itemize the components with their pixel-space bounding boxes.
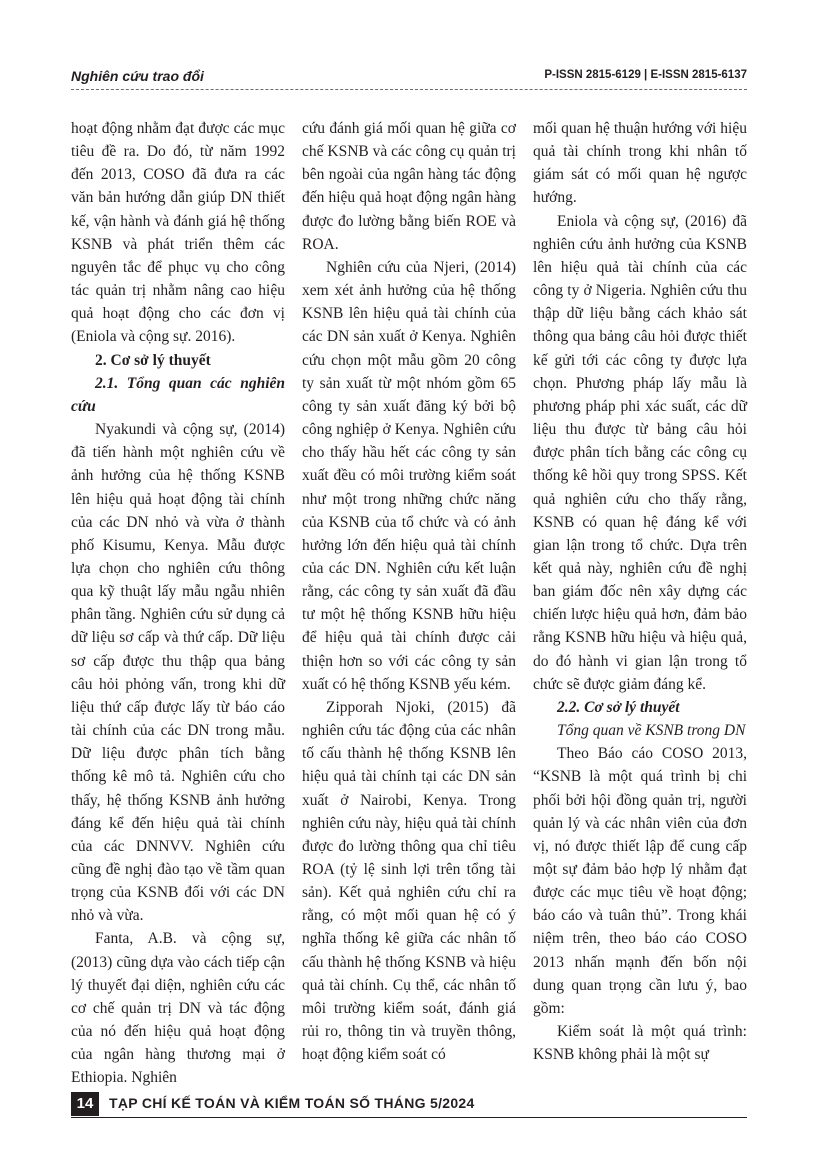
page-footer [71, 1092, 747, 1118]
journal-title: TẠP CHÍ KẾ TOÁN VÀ KIỂM TOÁN SỐ THÁNG 5/2024 [109, 1095, 475, 1111]
section-heading: 2. Cơ sở lý thuyết [95, 351, 211, 369]
text-column-1 [71, 117, 285, 1090]
paragraph: cứu đánh giá mối quan hệ giữa cơ chế KSNB và các công cụ quản trị bên ngoài của ngân hàng tác động đến hiệu quả hoạt động ngân hàng được đo lường bằng biến ROE và ROA. [302, 120, 516, 253]
paragraph: Fanta, A.B. và cộng sự, (2013) cũng dựa vào cách tiếp cận lý thuyết đại diện, nghiên cứu các cơ chế quản trị DN và tác động của nó đến hiệu quả hoạt động của ngân hàng thương mại ở Ethiopia. Nghiên [71, 930, 285, 1087]
header-divider [71, 89, 747, 90]
paragraph: Eniola và cộng sự, (2016) đã nghiên cứu ảnh hưởng của KSNB lên hiệu quả tài chính của các công ty ở Nigeria. Nghiên cứu thu thập dữ liệu bằng cách khảo sát thông qua bảng câu hỏi được thiết kế gửi tới các công ty được lựa chọn. Phương pháp lấy mẫu là phương pháp phi xác suất, các dữ liệu thu được từ bảng câu hỏi được phân tích bằng các công cụ thống kê hồi quy trong SPSS. Kết quả nghiên cứu cho thấy rằng, KSNB có quan hệ đáng kể với gian lận trong tổ chức. Dựa trên kết quả này, nghiên cứu đề nghị ban giám đốc nên xây dựng các chiến lược hiệu quả hơn, đảm bảo rằng KSNB hữu hiệu và hiệu quả, do đó hành vi gian lận trong tổ chức sẽ được giảm đáng kể. [533, 212, 747, 693]
page-header [71, 66, 747, 88]
section-heading: 2.1. Tổng quan các nghiên cứu [71, 374, 285, 415]
text-column-3 [533, 117, 747, 1066]
footer-divider [71, 1117, 747, 1118]
section-heading: Tổng quan về KSNB trong DN [557, 722, 746, 740]
paragraph: Kiểm soát là một quá trình: KSNB không phải là một sự [533, 1023, 747, 1064]
paragraph: Zipporah Njoki, (2015) đã nghiên cứu tác động của các nhân tố cấu thành hệ thống KSNB lên hiệu quả tài chính tại các DN sản xuất ở Nairobi, Kenya. Trong nghiên cứu này, hiệu quả tài chính được đo lường thông qua chỉ tiêu ROA (tỷ lệ sinh lợi trên tổng tài sản). Kết quả nghiên cứu chỉ ra rằng, có một mối quan hệ có ý nghĩa thống kê giữa các nhân tố cấu thành hệ thống KSNB và hiệu quả tài chính. Cụ thể, các nhân tố môi trường kiểm soát, đánh giá rủi ro, thông tin và truyền thông, hoạt động kiểm soát có [302, 698, 516, 1064]
page-number: 14 [71, 1092, 99, 1116]
paragraph: Theo Báo cáo COSO 2013, “KSNB là một quá trình bị chi phối bởi hội đồng quản trị, người quản lý và các nhân viên của đơn vị, nó được thiết lập để cung cấp một sự đảm bảo hợp lý nhằm đạt được các mục tiêu về hoạt động; báo cáo và tuân thủ”. Trong khái niệm trên, theo báo cáo COSO 2013 nhấn mạnh đến bốn nội dung quan trọng cần lưu ý, bao gồm: [533, 745, 747, 1017]
paragraph: hoạt động nhằm đạt được các mục tiêu đề ra. Do đó, từ năm 1992 đến 2013, COSO đã đưa ra các văn bản hướng dẫn giúp DN thiết kế, vận hành và đánh giá hệ thống KSNB và phát triển thêm các nguyên tắc để phục vụ cho công tác quản trị nhằm nâng cao hiệu quả hoạt động cho các đơn vị (Eniola và cộng sự. 2016). [71, 120, 285, 346]
issn-label: P-ISSN 2815-6129 | E-ISSN 2815-6137 [544, 69, 747, 81]
paragraph: mối quan hệ thuận hướng với hiệu quả tài chính trong khi nhân tố giám sát có mối quan hệ ngược hướng. [533, 120, 747, 207]
text-column-2 [302, 117, 516, 1066]
section-heading: 2.2. Cơ sở lý thuyết [557, 698, 680, 716]
paragraph: Nyakundi và cộng sự, (2014) đã tiến hành một nghiên cứu về ảnh hưởng của hệ thống KSNB lên hiệu quả hoạt động tài chính của các DN nhỏ và vừa ở thành phố Kisumu, Kenya. Mẫu được lựa chọn cho nghiên cứu thông qua kỹ thuật lấy mẫu ngẫu nhiên phân tầng. Nghiên cứu sử dụng cả dữ liệu sơ cấp và thứ cấp. Dữ liệu sơ cấp được thu thập qua bảng câu hỏi phỏng vấn, trong khi dữ liệu thứ cấp được lấy từ báo cáo tài chính của các DN trong mẫu. Dữ liệu được phân tích bằng thống kê mô tả. Nghiên cứu cho thấy, hệ thống KSNB ảnh hưởng đáng kể đến hiệu quả tài chính của các DNNVV. Nghiên cứu cũng đề nghị đào tạo về tầm quan trọng của KSNB đối với các DN nhỏ và vừa. [71, 421, 285, 925]
section-title: Nghiên cứu trao đổi [71, 68, 204, 84]
paragraph: Nghiên cứu của Njeri, (2014) xem xét ảnh hưởng của hệ thống KSNB lên hiệu quả tài chính của các DN sản xuất ở Kenya. Nghiên cứu chọn một mẫu gồm 20 công ty sản xuất từ một nhóm gồm 65 công ty sản xuất đăng ký bởi bộ công nghiệp ở Kenya. Nghiên cứu cho thấy hầu hết các công ty sản xuất đều có môi trường kiểm soát như một trong những chức năng của KSNB của tổ chức và có ảnh hưởng lớn đến hiệu quả tài chính của các DN. Nghiên cứu kết luận rằng, các công ty sản xuất đã đầu tư một hệ thống KSNB hữu hiệu để hiệu quả tài chính được cải thiện hơn so với các công ty sản xuất có hệ thống KSNB yếu kém. [302, 258, 516, 693]
